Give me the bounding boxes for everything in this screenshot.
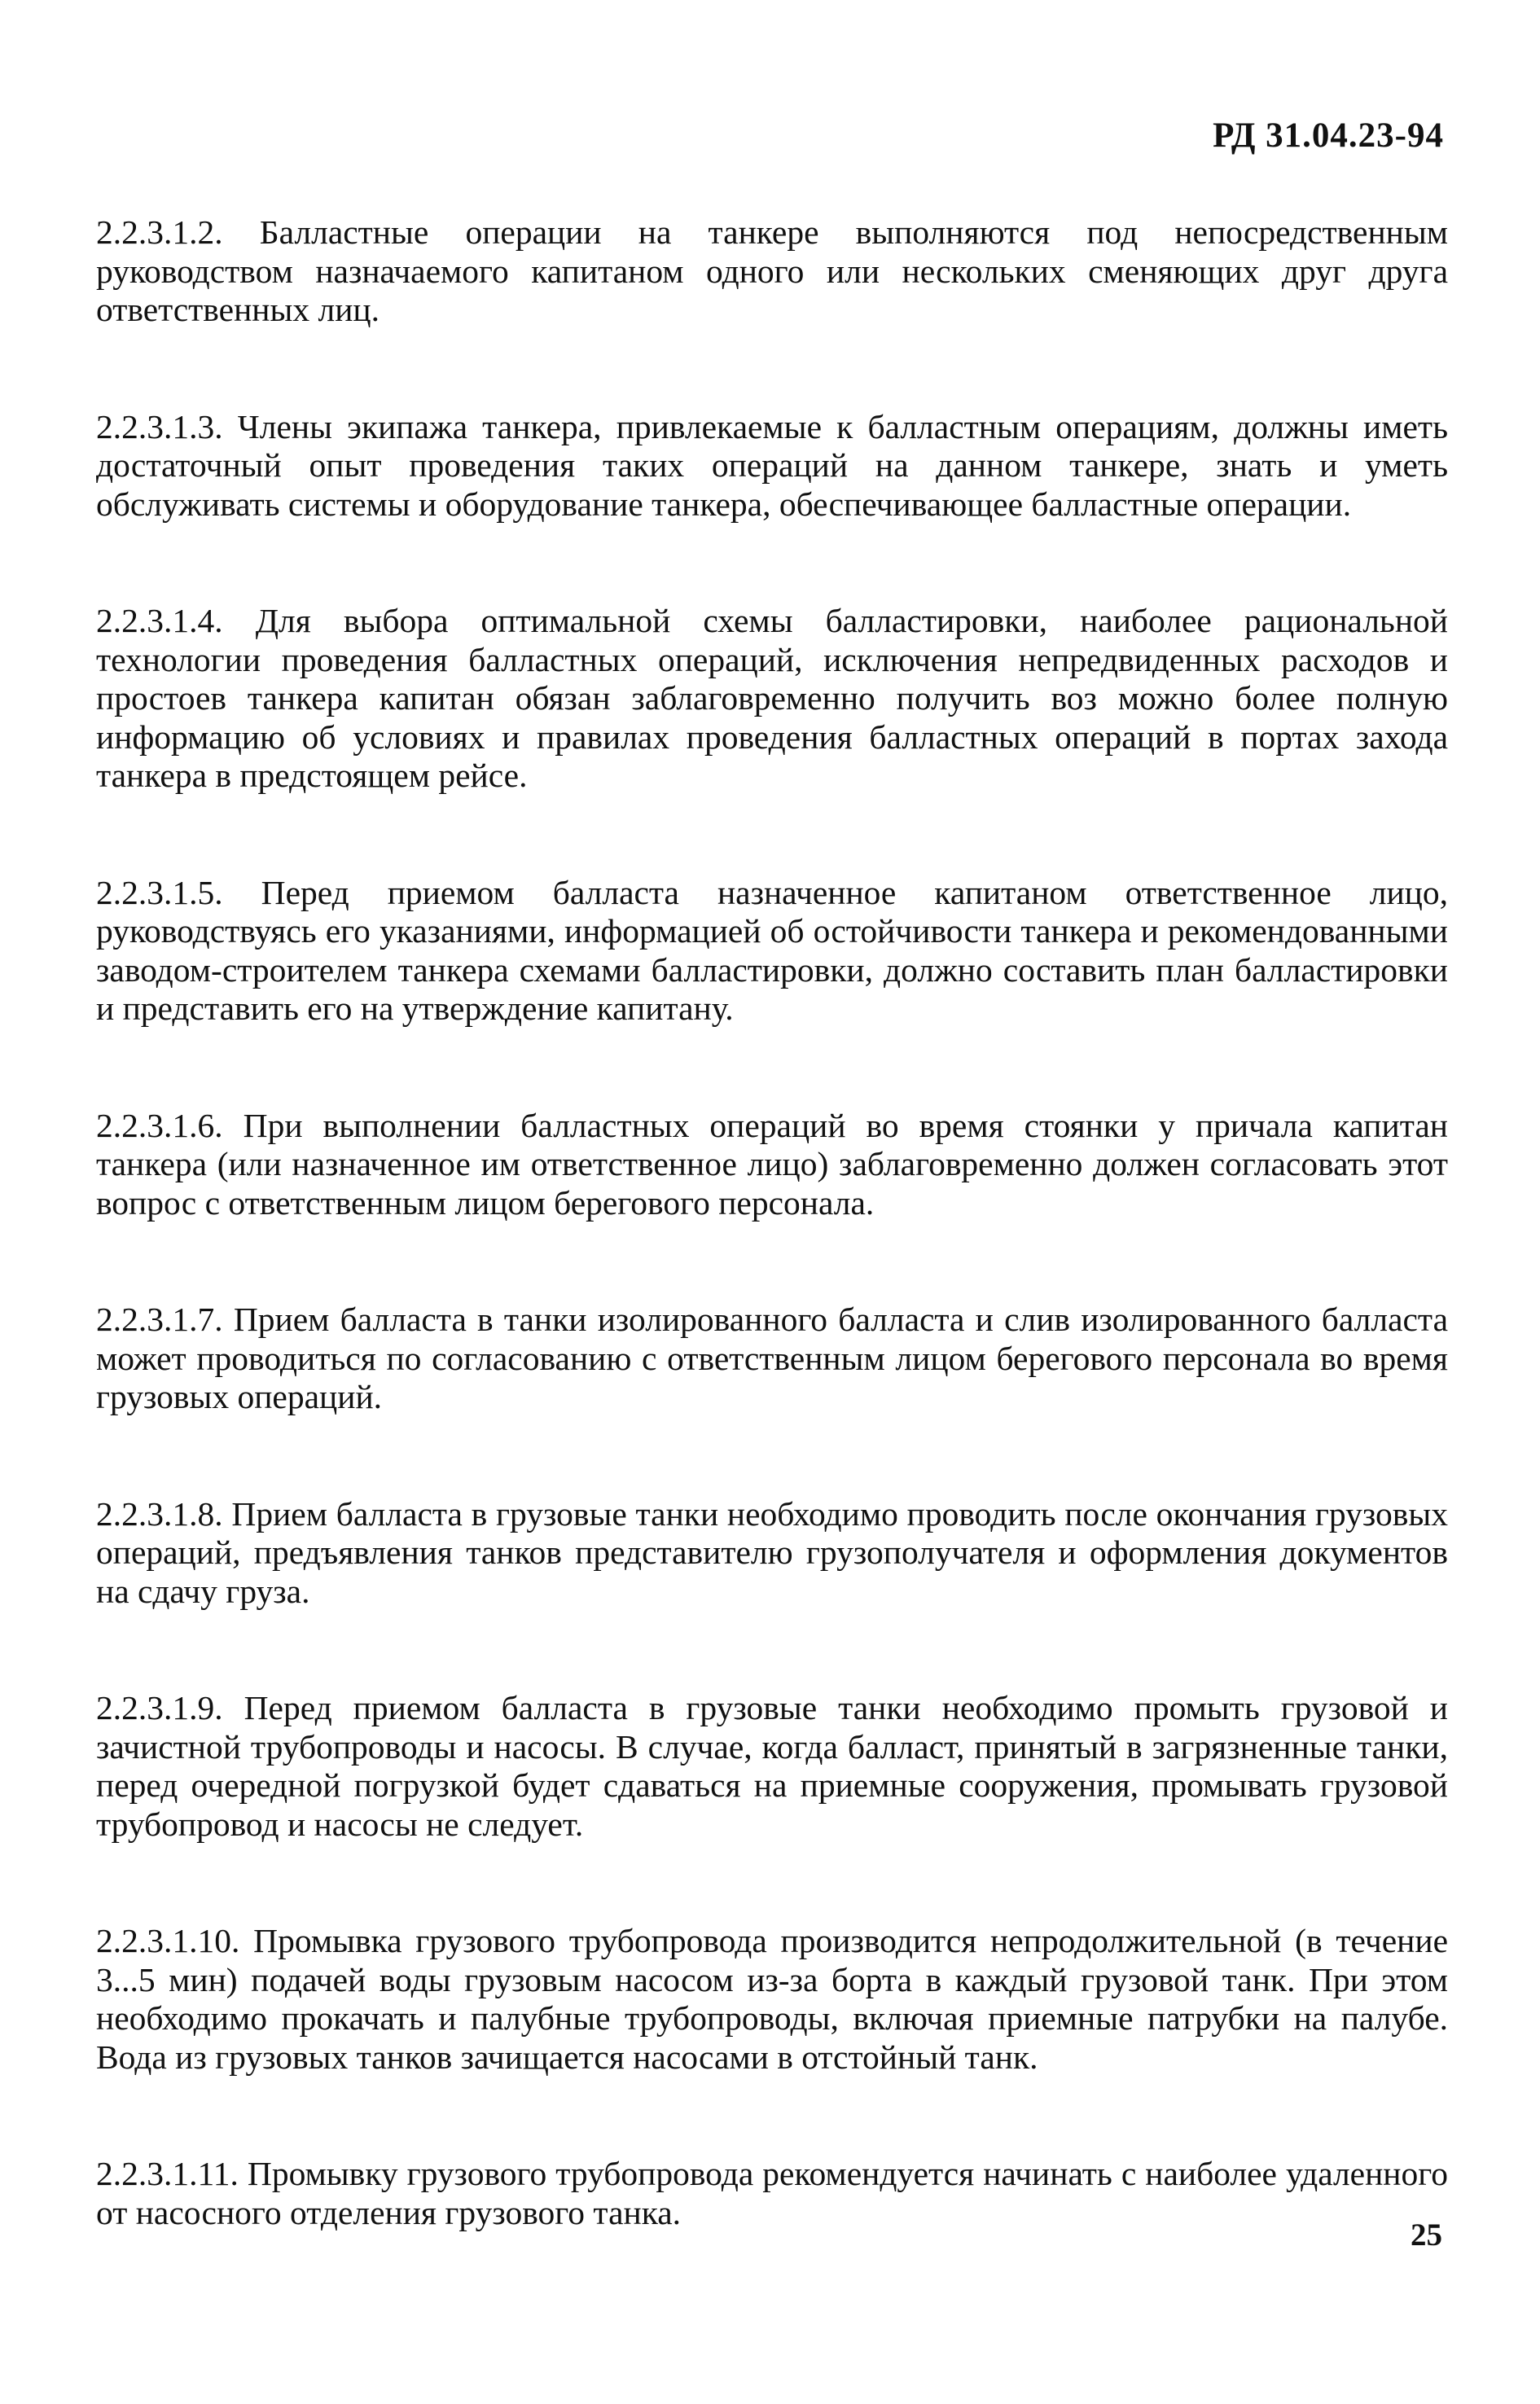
paragraph-2-2-3-1-2 bbox=[96, 213, 1448, 330]
paragraph-text: Балластные операции на танкере выполняются под непосредственным руководством назначаемого капитаном одного или нескольких сменяющих друг друга ответственных лиц. bbox=[96, 213, 1449, 328]
paragraph-2-2-3-1-6 bbox=[96, 1107, 1448, 1223]
paragraph-number: 2.2.3.1.4. bbox=[96, 602, 223, 639]
paragraph-number: 2.2.3.1.11. bbox=[96, 2155, 239, 2192]
document-body bbox=[96, 213, 1448, 2310]
paragraph-2-2-3-1-3 bbox=[96, 408, 1448, 524]
paragraph-2-2-3-1-9 bbox=[96, 1689, 1448, 1844]
page-number: 25 bbox=[1411, 2218, 1442, 2253]
paragraph-text: Для выбора оптимальной схемы балластировки, наиболее рациональной технологии проведения балластных операций, исключения непредвиденных расходов и простоев танкера капитан обязан заблаговременно получить воз можно более полную информацию об условиях и правилах проведения балластных операций в портах захода танкера в предстоящем рейсе. bbox=[96, 602, 1448, 794]
paragraph-number: 2.2.3.1.10. bbox=[96, 1922, 240, 1959]
paragraph-2-2-3-1-8 bbox=[96, 1495, 1448, 1612]
paragraph-text: При выполнении балластных операций во время стоянки у причала капитан танкера (или назначенное им ответственное лицо) заблаговременно должен согласовать этот вопрос с ответственным лицом берегового персонала. bbox=[96, 1106, 1448, 1222]
paragraph-2-2-3-1-10 bbox=[96, 1922, 1448, 2077]
document-code: РД 31.04.23-94 bbox=[1213, 116, 1444, 155]
paragraph-text: Прием балласта в танки изолированного балласта и слив изолированного балласта может проводиться по согласованию с ответственным лицом берегового персонала во время грузовых операций. bbox=[96, 1301, 1448, 1415]
paragraph-2-2-3-1-4 bbox=[96, 602, 1448, 796]
paragraph-number: 2.2.3.1.6. bbox=[96, 1106, 223, 1144]
paragraph-text: Перед приемом балласта назначенное капитаном ответственное лицо, руководствуясь его указаниями, информацией об остойчивости танкера и рекомендованными заводом-строителем танкера схемами балластировки, должно составить план балластировки и представить его на утверждение капитану. bbox=[96, 873, 1448, 1027]
paragraph-2-2-3-1-11 bbox=[96, 2155, 1448, 2232]
paragraph-2-2-3-1-5 bbox=[96, 874, 1448, 1029]
paragraph-number: 2.2.3.1.8. bbox=[96, 1494, 223, 1533]
paragraph-number: 2.2.3.1.2. bbox=[96, 213, 223, 251]
paragraph-text: Промывка грузового трубопровода производится непродолжительной (в течение 3...5 мин) подачей воды грузовым насосом из-за борта в каждый грузовой танк. При этом необходимо прокачать и палубные трубопроводы, включая приемные патрубки на палубе. Вода из грузовых танков зачищается насосами в отстойный танк. bbox=[96, 1922, 1449, 2076]
paragraph-text: Члены экипажа танкера, привлекаемые к балластным операциям, должны иметь достаточный опыт проведения таких операций на данном танкере, знать и уметь обслуживать системы и оборудование танкера, обеспечивающее балластные операции. bbox=[96, 407, 1448, 523]
paragraph-text: Перед приемом балласта в грузовые танки необходимо промыть грузовой и зачистной трубопроводы и насосы. В случае, когда балласт, принятый в загрязненные танки, перед очередной погрузкой будет сдаваться на приемные сооружения, промывать грузовой трубопровод и насосы не следует. bbox=[96, 1689, 1448, 1843]
paragraph-2-2-3-1-7 bbox=[96, 1301, 1448, 1417]
paragraph-number: 2.2.3.1.7. bbox=[96, 1301, 223, 1338]
paragraph-text: Промывку грузового трубопровода рекомендуется начинать с наиболее удаленного от насосного отделения грузового танка. bbox=[96, 2155, 1449, 2231]
paragraph-number: 2.2.3.1.9. bbox=[96, 1689, 223, 1726]
paragraph-number: 2.2.3.1.5. bbox=[96, 873, 223, 911]
paragraph-number: 2.2.3.1.3. bbox=[96, 407, 223, 445]
paragraph-text: Прием балласта в грузовые танки необходимо проводить после окончания грузовых операций, предъявления танков представителю грузополучателя и оформления документов на сдачу груза. bbox=[96, 1494, 1449, 1610]
